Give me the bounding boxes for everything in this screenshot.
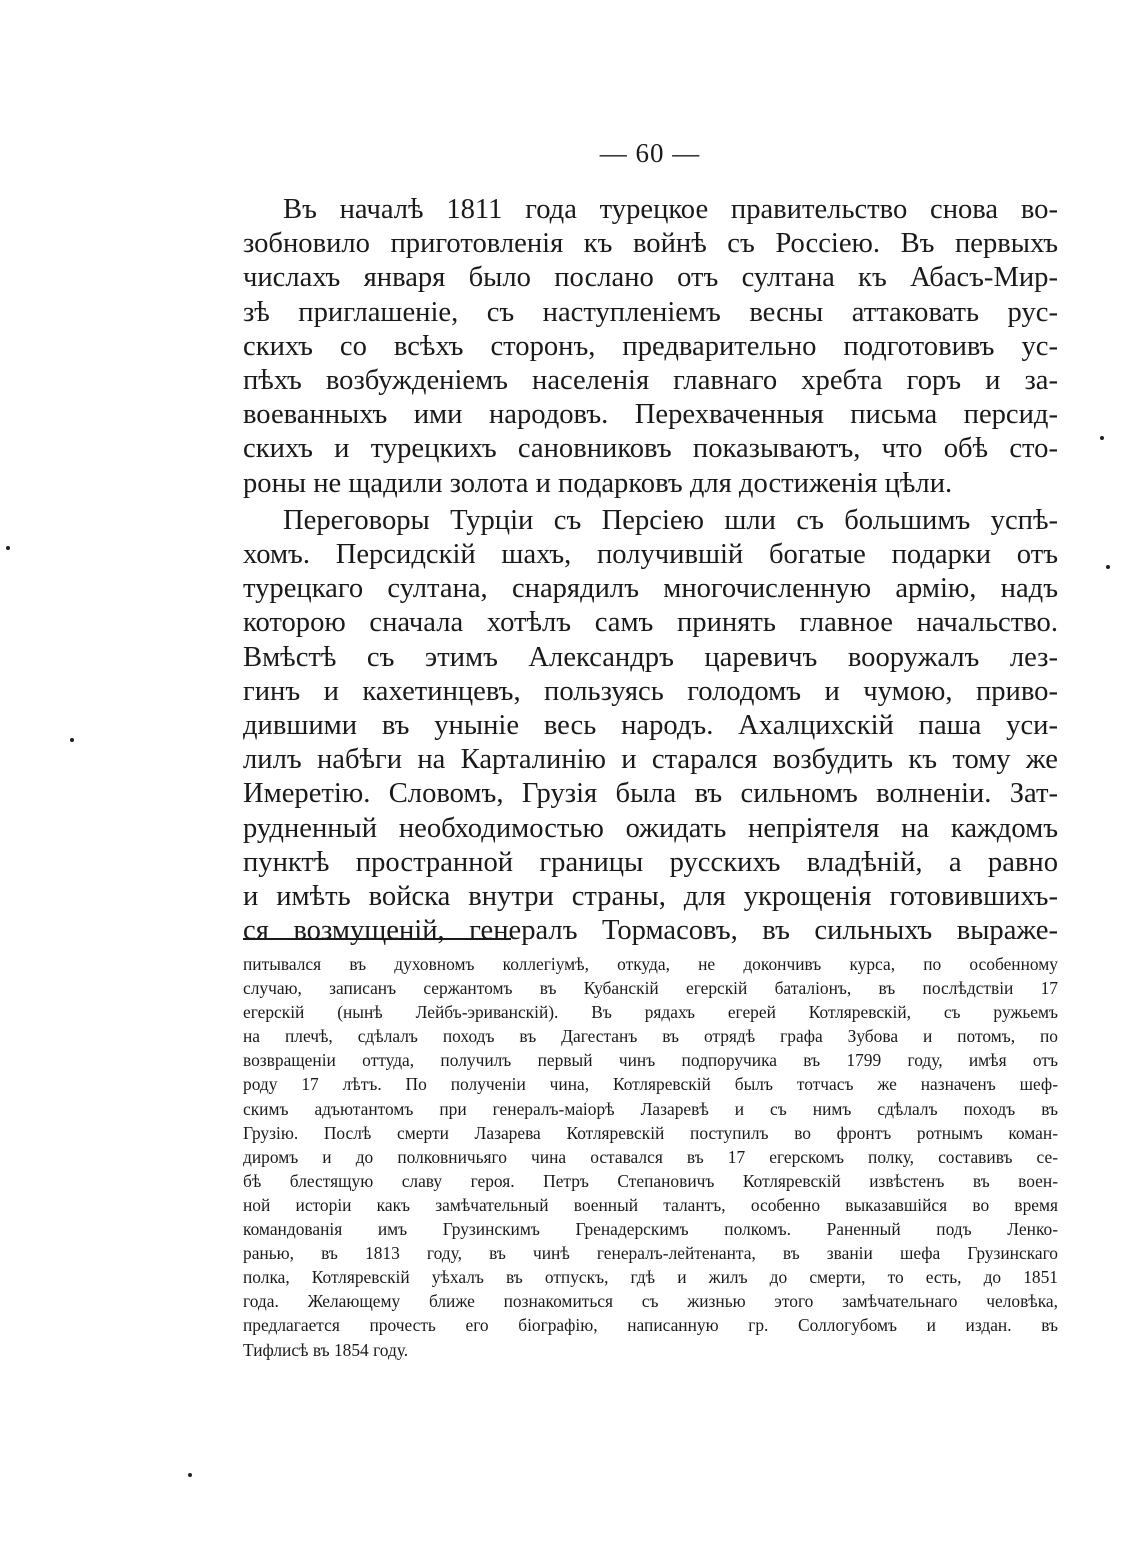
footnote-line: полка, Котляревскій уѣхалъ въ отпускъ, гдѣ и жилъ до смерти, то есть, до 1851	[243, 1267, 1058, 1288]
footnote-line: питывался въ духовномъ коллегіумѣ, откуда, не докончивъ курса, по особенному	[243, 954, 1058, 974]
text-line: воеванныхъ ими народовъ. Перехваченныя письма персид-	[243, 399, 1058, 431]
text-line: зобновило приготовленія къ войнѣ съ Россіею. Въ первыхъ	[243, 228, 1058, 260]
footnote-line: ной исторіи какъ замѣчательный военный талантъ, особенно выказавшійся во время	[243, 1194, 1058, 1215]
footnote-line: Тифлисѣ въ 1854 году.	[243, 1339, 409, 1360]
text-line: хомъ. Персидскій шахъ, получившій богатые подарки отъ	[243, 539, 1058, 571]
text-line: дившими въ уныніе весь народъ. Ахалцихскій паша уси-	[243, 710, 1058, 742]
text-line: Въ началѣ 1811 года турецкое правительство снова во-	[283, 194, 1058, 225]
text-line: ся возмущеній, генералъ Тормасовъ, въ сильныхъ выраже-	[243, 915, 1058, 947]
text-line: скихъ и турецкихъ сановниковъ показываютъ, что обѣ сто-	[243, 433, 1058, 465]
text-line: скихъ со всѣхъ сторонъ, предварительно подготовивъ ус-	[243, 330, 1058, 362]
footnote-line: предлагается прочесть его біографію, написанную гр. Соллогубомъ и издан. въ	[243, 1315, 1058, 1336]
text-line: пѣхъ возбужденіемъ населенія главнаго хребта горъ и за-	[243, 365, 1058, 397]
footnote-line: ранью, въ 1813 году, въ чинѣ генералъ-лейтенанта, въ званіи шефа Грузинскаго	[243, 1243, 1058, 1264]
footnote-divider	[243, 938, 511, 940]
footnote-line: Грузію. Послѣ смерти Лазарева Котляревскій поступилъ во фронтъ ротнымъ коман-	[243, 1122, 1058, 1143]
text-line: зѣ приглашеніе, съ наступленіемъ весны аттаковать рус-	[243, 296, 1058, 328]
footnote-line: роду 17 лѣтъ. По полученіи чина, Котляревскій былъ тотчасъ же назначенъ шеф-	[243, 1074, 1058, 1095]
footnote-line: года. Желающему ближе познакомиться съ жизнью этого замѣчательнаго человѣка,	[243, 1291, 1058, 1312]
text-line: и имѣть войска внутри страны, для укрощенія готовившихъ-	[243, 881, 1058, 913]
text-line: Вмѣстѣ съ этимъ Александръ царевичъ вооружалъ лез-	[243, 641, 1058, 673]
text-line: лилъ набѣги на Карталинію и старался возбудить къ тому же	[243, 744, 1058, 776]
footnote-line: бѣ блестящую славу героя. Петръ Степановичъ Котляревскій извѣстенъ въ воен-	[243, 1170, 1058, 1191]
text-line: рудненный необходимостью ожидать непріятеля на каждомъ	[243, 812, 1058, 844]
footnote-line: случаю, записанъ сержантомъ въ Кубанскій егерскій баталіонъ, въ послѣдствіи 17	[243, 978, 1058, 999]
page-number: — 60 —	[599, 138, 701, 168]
footnote-line: диромъ и до полковничьяго чина оставался въ 17 егерскомъ полку, составивъ се-	[243, 1146, 1058, 1167]
scan-speck	[1100, 436, 1104, 440]
text-line: числахъ января было послано отъ султана къ Абасъ-Мир-	[243, 262, 1058, 294]
footnote-line: егерскій (нынѣ Лейбъ-эриванскій). Въ рядахъ егерей Котляревскій, съ ружьемъ	[243, 1002, 1058, 1023]
scan-speck	[188, 1473, 192, 1477]
text-line: пунктѣ пространной границы русскихъ владѣній, а равно	[243, 846, 1058, 878]
scan-speck	[70, 738, 74, 742]
main-text	[243, 193, 1058, 948]
scan-speck	[6, 546, 10, 550]
footnote-line: на плечѣ, сдѣлалъ походъ въ Дагестанъ въ отрядѣ графа Зубова и потомъ, по	[243, 1026, 1058, 1047]
footnote-line: возвращеніи оттуда, получилъ первый чинъ подпоручика въ 1799 году, имѣя отъ	[243, 1050, 1058, 1071]
text-line: Переговоры Турціи съ Персіею шли съ большимъ успѣ-	[283, 504, 1058, 536]
text-line: роны не щадили золота и подарковъ для достиженія цѣли.	[243, 467, 953, 499]
text-line: которою сначала хотѣлъ самъ принять главное начальство.	[243, 607, 1058, 639]
scan-speck	[1106, 565, 1110, 569]
text-line: гинъ и кахетинцевъ, пользуясь голодомъ и чумою, приво-	[243, 675, 1058, 707]
text-line: Имеретію. Словомъ, Грузія была въ сильномъ волненіи. Зат-	[243, 778, 1058, 810]
text-line: турецкаго султана, снарядилъ многочисленную армію, надъ	[243, 573, 1058, 605]
footnote-line: командованія имъ Грузинскимъ Гренадерскимъ полкомъ. Раненный подъ Ленко-	[243, 1219, 1058, 1240]
footnote	[243, 952, 1058, 1362]
footnote-line: скимъ адъютантомъ при генералъ-маіорѣ Лазаревѣ и съ нимъ сдѣлалъ походъ въ	[243, 1098, 1058, 1119]
